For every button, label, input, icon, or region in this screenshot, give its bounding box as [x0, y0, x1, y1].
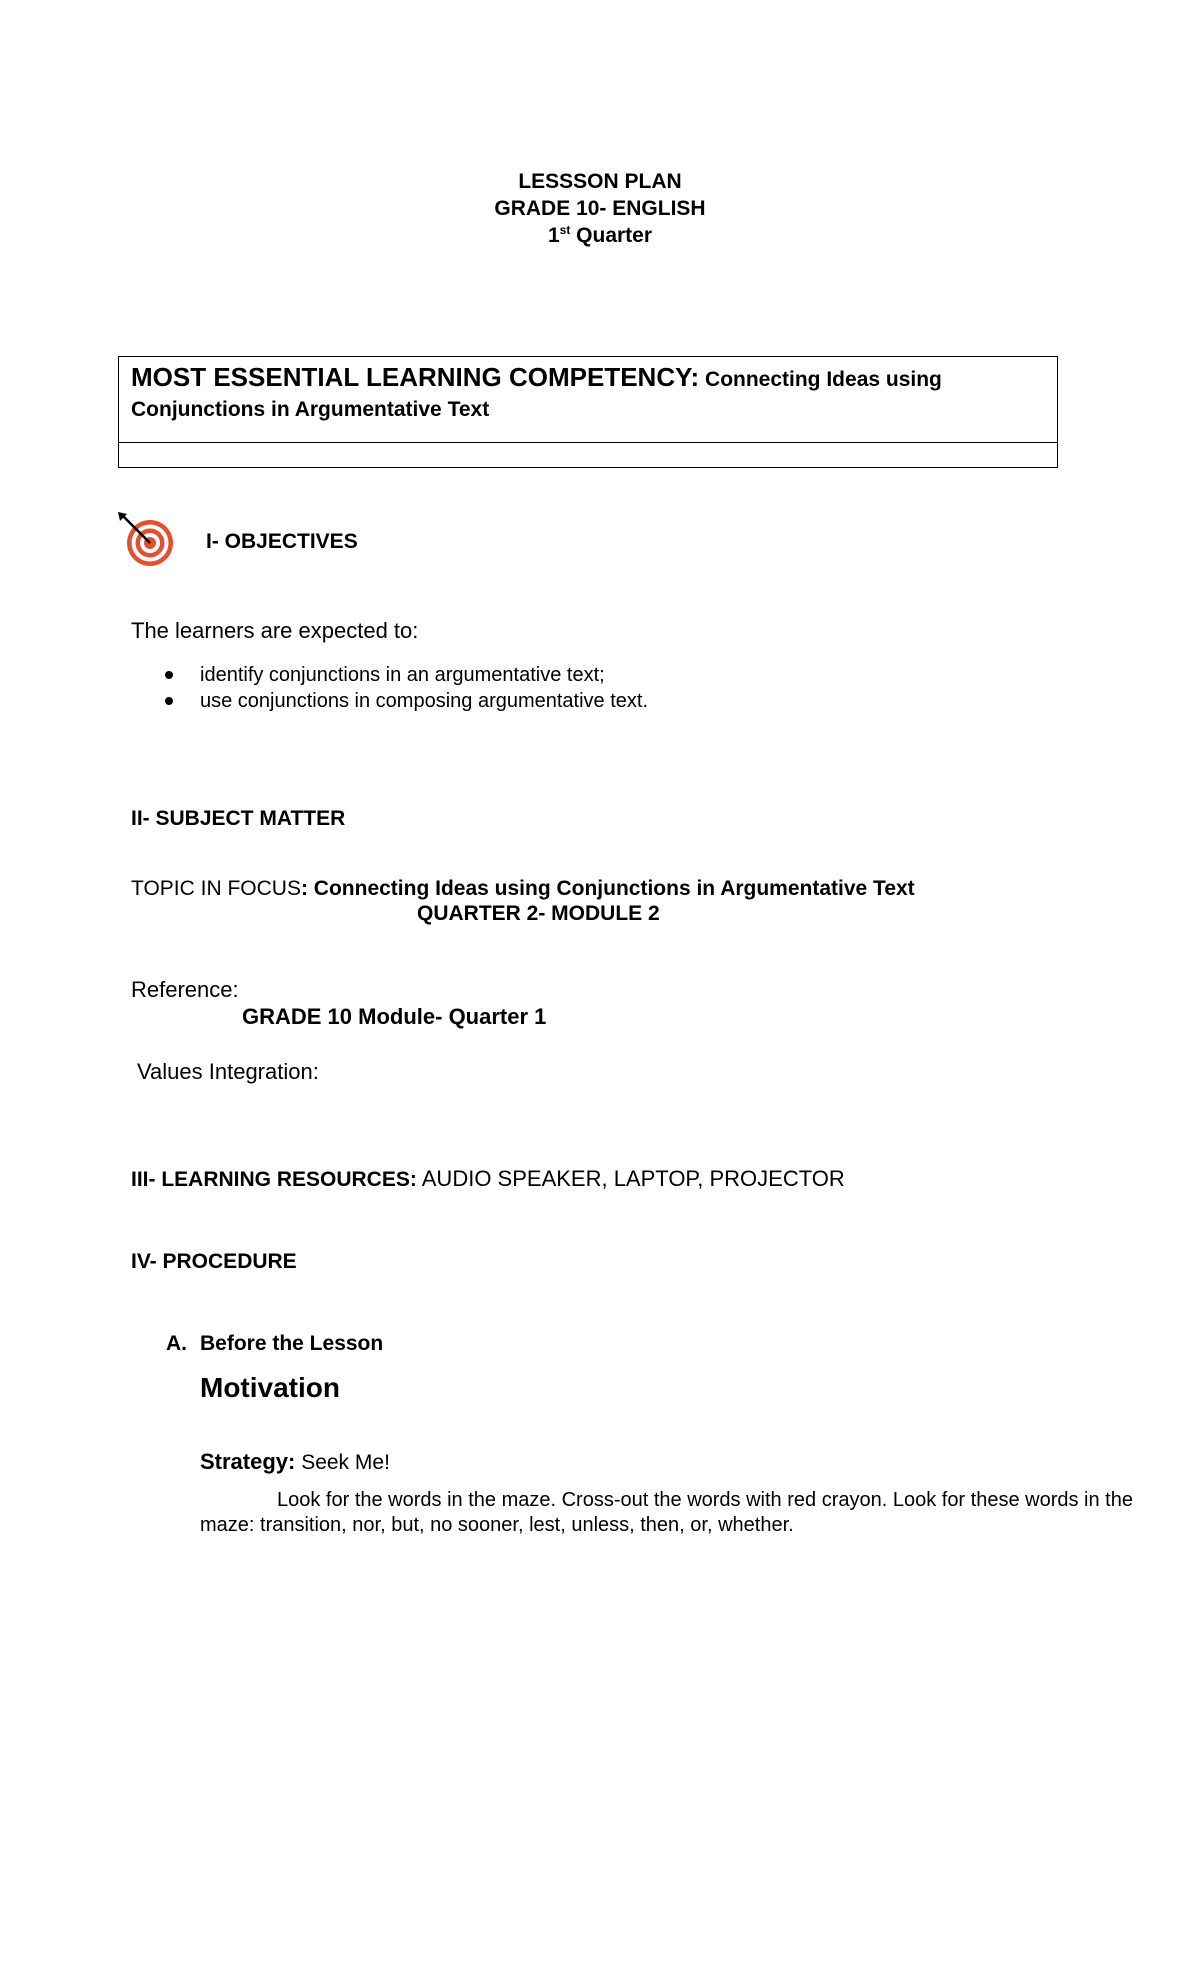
competency-text: Connecting Ideas using [699, 368, 942, 391]
doc-quarter [0, 222, 1200, 250]
learning-resources-heading: III- LEARNING RESOURCES: [131, 1168, 417, 1191]
reference-value: GRADE 10 Module- Quarter 1 [242, 1004, 547, 1029]
competency-cell [119, 357, 1057, 443]
motivation-heading: Motivation [200, 1372, 340, 1403]
competency-label: MOST ESSENTIAL LEARNING COMPETENCY: [131, 362, 700, 392]
step-title: Before the Lesson [200, 1332, 384, 1355]
doc-title: LESSSON PLAN [518, 170, 682, 193]
learning-resources-line [131, 1164, 845, 1195]
strategy-value: Seek Me! [295, 1451, 390, 1474]
values-integration-label: Values Integration: [137, 1059, 319, 1084]
topic-line [131, 875, 915, 903]
learning-resources-value: AUDIO SPEAKER, LAPTOP, PROJECTOR [416, 1166, 845, 1191]
list-item: use conjunctions in composing argumentative text. [160, 688, 648, 714]
subject-matter-heading: II- SUBJECT MATTER [131, 807, 346, 830]
competency-text-line2: Conjunctions in Argumentative Text [131, 398, 490, 421]
list-item: identify conjunctions in an argumentative text; [160, 662, 648, 688]
quarter-superscript: st [559, 223, 571, 237]
competency-box [118, 356, 1058, 468]
instructions-paragraph: Look for the words in the maze. Cross-out the words with red crayon. Look for these words in the maze: transition, nor, but, no sooner, lest, unless, then, or, whether. [200, 1489, 1133, 1536]
objectives-intro: The learners are expected to: [131, 618, 419, 643]
strategy-label: Strategy: [200, 1449, 296, 1474]
doc-subtitle: GRADE 10- ENGLISH [494, 197, 706, 220]
target-icon [118, 512, 180, 568]
procedure-heading: IV- PROCEDURE [131, 1250, 297, 1273]
quarter-number: 1 [547, 224, 560, 247]
objectives-list [160, 662, 648, 714]
bullet-icon [165, 697, 173, 705]
module-line: QUARTER 2- MODULE 2 [417, 902, 660, 925]
step-letter: A. [166, 1332, 187, 1355]
topic-label: TOPIC IN FOCUS [131, 877, 301, 900]
topic-text: : Connecting Ideas using Conjunctions in Argumentative Text [300, 877, 915, 900]
bullet-icon [165, 671, 173, 679]
strategy-line [200, 1448, 390, 1477]
quarter-word: Quarter [570, 224, 653, 247]
objectives-heading: I- OBJECTIVES [206, 530, 358, 553]
reference-label: Reference: [131, 977, 239, 1002]
